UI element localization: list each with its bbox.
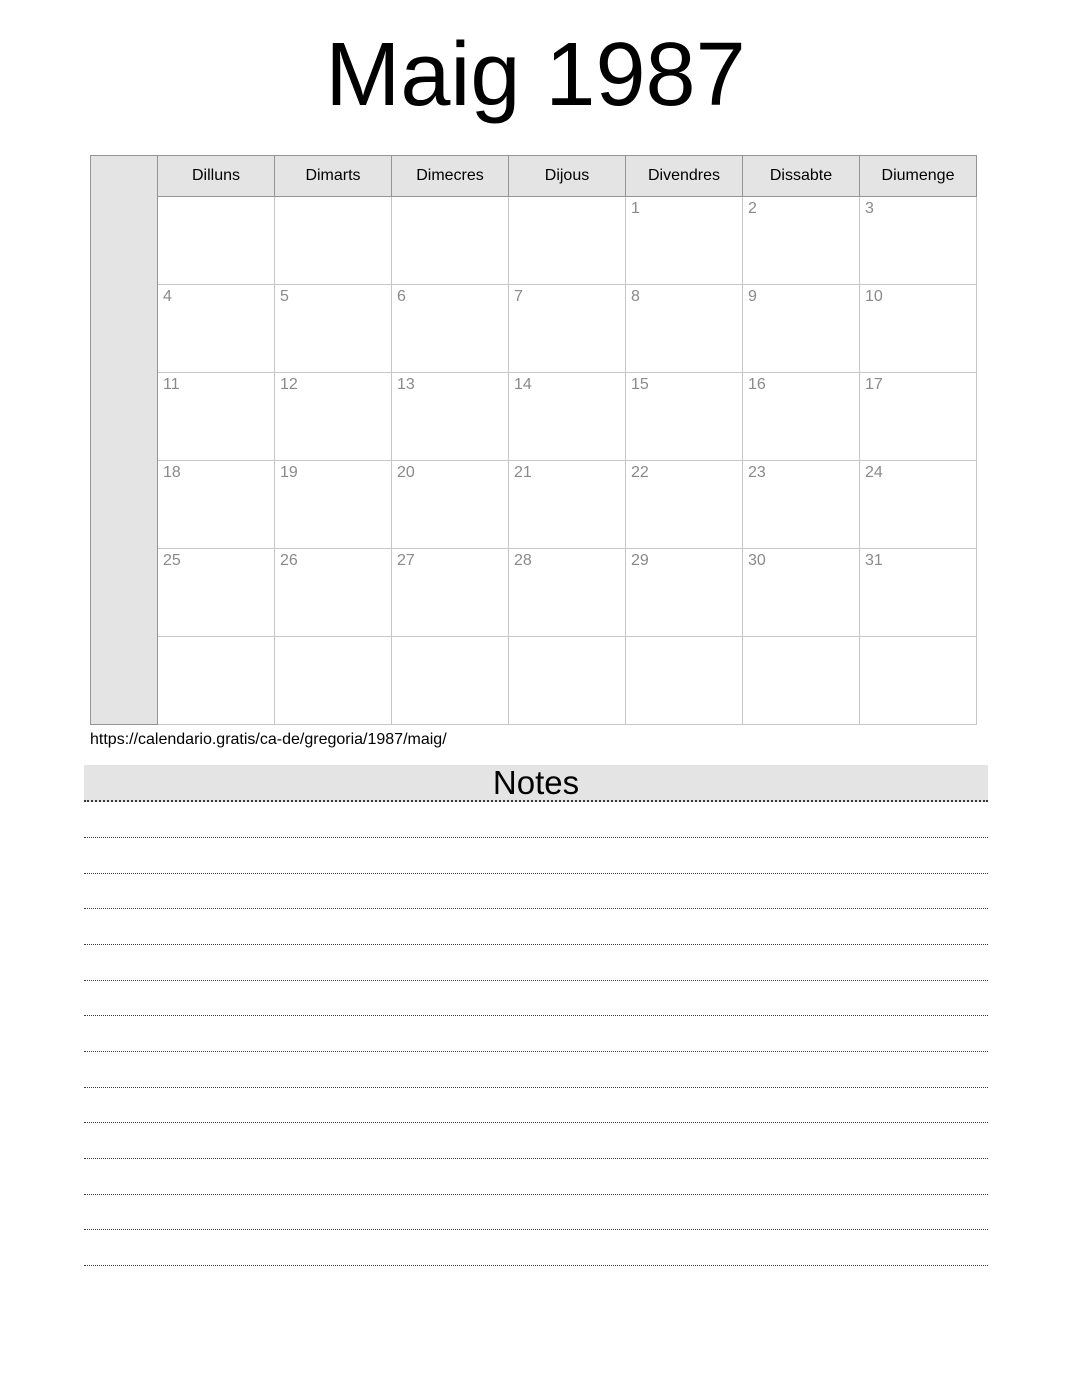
calendar-day-cell: 28	[509, 549, 626, 637]
weekday-header-dilluns: Dilluns	[158, 156, 275, 197]
note-line	[84, 1016, 988, 1052]
calendar-day-cell: 20	[392, 461, 509, 549]
weekday-header-dijous: Dijous	[509, 156, 626, 197]
weekday-header-dissabte: Dissabte	[743, 156, 860, 197]
note-line	[84, 1123, 988, 1159]
calendar-day-cell: 25	[158, 549, 275, 637]
calendar-empty-cell	[509, 197, 626, 285]
calendar-day-cell: 14	[509, 373, 626, 461]
calendar-day-cell: 23	[743, 461, 860, 549]
note-line	[84, 981, 988, 1017]
calendar-day-cell: 21	[509, 461, 626, 549]
calendar-day-cell: 3	[860, 197, 977, 285]
calendar-empty-cell	[392, 197, 509, 285]
calendar-empty-cell	[743, 637, 860, 725]
calendar-empty-cell	[158, 197, 275, 285]
weekday-header-divendres: Divendres	[626, 156, 743, 197]
calendar-week-row	[91, 373, 977, 461]
calendar-week-row	[91, 461, 977, 549]
calendar-day-cell: 12	[275, 373, 392, 461]
calendar-empty-cell	[275, 197, 392, 285]
calendar-day-cell: 7	[509, 285, 626, 373]
week-number-column	[91, 156, 158, 725]
calendar-table	[90, 155, 977, 725]
calendar-week-row	[91, 197, 977, 285]
note-line	[84, 1230, 988, 1266]
note-line	[84, 1159, 988, 1195]
calendar-day-cell: 30	[743, 549, 860, 637]
note-line	[84, 945, 988, 981]
calendar-week-row	[91, 285, 977, 373]
calendar-week-row	[91, 549, 977, 637]
calendar-day-cell: 27	[392, 549, 509, 637]
weekday-header-dimecres: Dimecres	[392, 156, 509, 197]
calendar-day-cell: 22	[626, 461, 743, 549]
calendar-day-cell: 8	[626, 285, 743, 373]
calendar-empty-cell	[275, 637, 392, 725]
calendar-day-cell: 6	[392, 285, 509, 373]
weekday-header-dimarts: Dimarts	[275, 156, 392, 197]
note-line	[84, 1052, 988, 1088]
page-title: Maig 1987	[325, 25, 746, 125]
calendar-day-cell: 10	[860, 285, 977, 373]
notes-header-bar	[84, 765, 988, 802]
notes-title: Notes	[492, 763, 580, 801]
calendar-day-cell: 24	[860, 461, 977, 549]
note-line	[84, 909, 988, 945]
weekday-header-diumenge: Diumenge	[860, 156, 977, 197]
calendar-day-cell: 4	[158, 285, 275, 373]
note-line	[84, 1195, 988, 1231]
calendar-day-cell: 16	[743, 373, 860, 461]
calendar-day-cell: 29	[626, 549, 743, 637]
calendar-day-cell: 19	[275, 461, 392, 549]
calendar-day-cell: 11	[158, 373, 275, 461]
calendar-day-cell: 17	[860, 373, 977, 461]
calendar-day-cell: 1	[626, 197, 743, 285]
notes-lines-area	[84, 802, 988, 1266]
calendar-empty-cell	[392, 637, 509, 725]
calendar-empty-cell	[158, 637, 275, 725]
calendar-day-cell: 2	[743, 197, 860, 285]
calendar-day-cell: 18	[158, 461, 275, 549]
calendar-empty-cell	[860, 637, 977, 725]
note-line	[84, 874, 988, 910]
calendar-empty-cell	[509, 637, 626, 725]
calendar-day-cell: 5	[275, 285, 392, 373]
calendar-day-cell: 15	[626, 373, 743, 461]
source-url: https://calendario.gratis/ca-de/gregoria/1987/maig/	[90, 731, 447, 748]
calendar-day-cell: 9	[743, 285, 860, 373]
calendar-day-cell: 26	[275, 549, 392, 637]
note-line	[84, 838, 988, 874]
weekday-header-row	[91, 156, 977, 197]
calendar-day-cell: 31	[860, 549, 977, 637]
calendar-empty-cell	[626, 637, 743, 725]
calendar-day-cell: 13	[392, 373, 509, 461]
note-line	[84, 1088, 988, 1124]
calendar-week-row	[91, 637, 977, 725]
note-line	[84, 802, 988, 838]
